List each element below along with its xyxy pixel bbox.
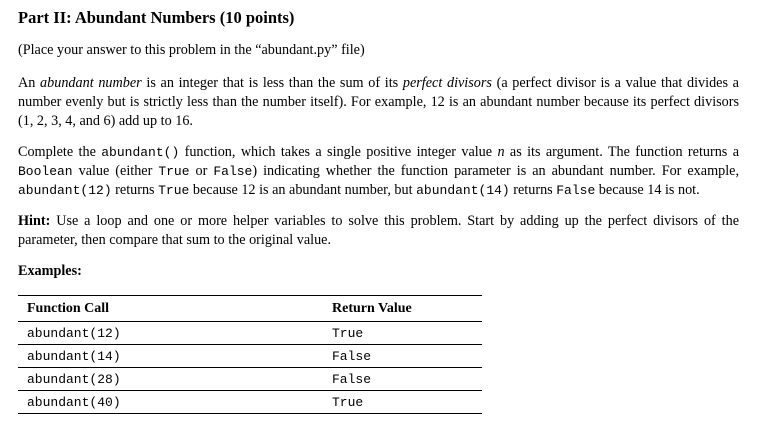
header-function-call: Function Call (18, 296, 330, 322)
file-note: (Place your answer to this problem in the “abundant.py” file) (18, 42, 365, 58)
code-true: True (158, 164, 190, 179)
desc-text-5: or (189, 163, 214, 179)
code-true-2: True (158, 183, 190, 198)
code-example-12: abundant(12) (18, 183, 112, 198)
function-call-cell: abundant(12) (18, 322, 330, 345)
desc-text-6: ) indicating whether the function parameter is an abundant number. For example, (252, 163, 739, 179)
desc-text-7: returns (111, 182, 159, 198)
return-value-cell: False (330, 345, 482, 368)
term-abundant-number: abundant number (40, 75, 142, 91)
table-row (18, 391, 482, 414)
table-row (18, 345, 482, 368)
description-paragraph (18, 143, 739, 200)
desc-text-8: because 12 is an abundant number, but (189, 182, 417, 198)
examples-table (18, 295, 482, 414)
code-function-name: abundant() (101, 145, 180, 160)
desc-text-3: as its argument. The function returns a (504, 144, 739, 160)
header-return-value: Return Value (330, 296, 482, 322)
table-header-row (18, 296, 482, 322)
return-value-cell: True (330, 322, 482, 345)
definition-paragraph (18, 74, 739, 131)
code-boolean: Boolean (18, 164, 73, 179)
hint-text: Use a loop and one or more helper variables to solve this problem. Start by adding up the perfect divisors of the parameter, then compare that sum to the original value. (18, 213, 739, 248)
desc-text-2: function, which takes a single positive integer value (179, 144, 498, 160)
definition-rest: (a perfect divisor is a value that divides a number evenly but is strictly less than the number itself). For example, 12 is an abundant number because its perfect divisors (1, 2, 3, 4, and 6) add up to 16. (18, 75, 739, 129)
page-title: Part II: Abundant Numbers (10 points) (18, 8, 295, 27)
return-value-cell: True (330, 391, 482, 414)
variable-n: n (497, 144, 505, 160)
term-perfect-divisors: perfect divisors (402, 75, 492, 91)
code-false: False (213, 164, 253, 179)
code-false-2: False (556, 183, 596, 198)
return-value-cell: False (330, 368, 482, 391)
desc-text-9: returns (509, 182, 557, 198)
desc-text-4: value (either (72, 163, 159, 179)
examples-heading: Examples: (18, 263, 82, 279)
desc-text-1: Complete the (18, 144, 102, 160)
function-call-cell: abundant(28) (18, 368, 330, 391)
function-call-cell: abundant(40) (18, 391, 330, 414)
function-call-cell: abundant(14) (18, 345, 330, 368)
desc-text-10: because 14 is not. (595, 182, 700, 198)
code-example-14: abundant(14) (416, 183, 510, 198)
definition-intro: An (18, 75, 41, 91)
hint-label: Hint: (18, 213, 51, 229)
table-row (18, 322, 482, 345)
hint-paragraph (18, 212, 739, 250)
table-row (18, 368, 482, 391)
definition-mid: is an integer that is less than the sum of its (141, 75, 403, 91)
